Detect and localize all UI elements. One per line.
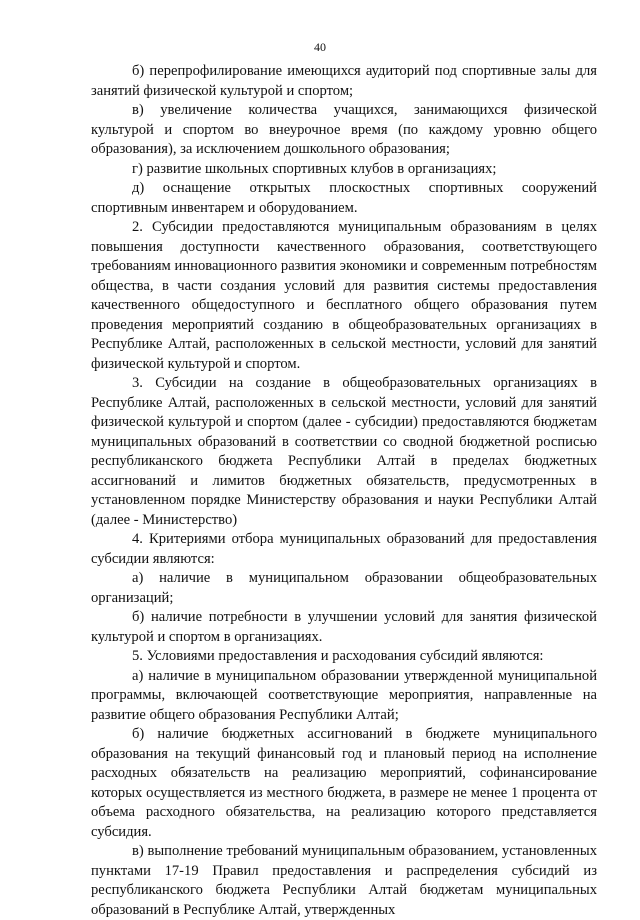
paragraph-criteria-b: б) наличие потребности в улучшении условий для занятия физической культурой и спортом в организациях. xyxy=(91,609,597,645)
paragraph-item-g-sports-clubs: г) развитие школьных спортивных клубов в организациях; xyxy=(132,160,497,177)
paragraph-criteria-a: а) наличие в муниципальном образовании общеобразовательных организаций; xyxy=(91,570,597,606)
paragraph-item-v-increase-students: в) увеличение количества учащихся, занимающихся физической культурой и спортом во внеурочное время (по каждому уровню общего образования), за исключением дошкольного образования; xyxy=(91,102,597,157)
paragraph-section-5: 5. Условиями предоставления и расходования субсидий являются: xyxy=(132,648,544,664)
paragraph-section-3: 3. Субсидии на создание в общеобразовательных организациях в Республике Алтай, расположенных в сельской местности, условий для занятий физической культурой и спортом (далее - субсидии) предоставляются бюджетам муниципальных образований в соответствии со сводной бюджетной росписью республиканского бюджета Республики Алтай в пределах бюджетных ассигнований и лимитов бюджетных обязательств, предусмотренных в установленном порядке Министерству образования и науки Республики Алтай (далее - Министерство) xyxy=(91,375,597,528)
paragraph-condition-a: а) наличие в муниципальном образовании утвержденной муниципальной программы, включающей соответствующие мероприятия, направленные на развитие общего образования Республики Алтай; xyxy=(91,667,597,723)
paragraph-item-b-reprofiling: б) перепрофилирование имеющихся аудиторий под спортивные залы для занятий физической культурой и спортом; xyxy=(91,63,597,99)
paragraph-item-d-equipment: д) оснащение открытых плоскостных спортивных сооружений спортивным инвентарем и оборудованием. xyxy=(91,180,597,216)
paragraph-section-4: 4. Критериями отбора муниципальных образований для предоставления субсидии являются: xyxy=(91,531,597,567)
paragraph-condition-b: б) наличие бюджетных ассигнований в бюджете муниципального образования на текущий финансовый год и плановый период на исполнение расходных обязательств на реализацию мероприятий, софинансирование которых осуществляется из местного бюджета, в размере не менее 1 процента от объема расходного обязательства, на реализацию которого представляется субсидия. xyxy=(91,726,597,840)
page-number: 40 xyxy=(314,40,326,54)
document-body xyxy=(91,62,597,920)
paragraph-section-2: 2. Субсидии предоставляются муниципальным образованиям в целях повышения доступности качественного образования, соответствующего требованиям инновационного развития экономики и современным потребностям общества, в части создания условий для развития системы предоставления качественного общедоступного и бесплатного общего образования путем проведения мероприятий созданию в общеобразовательных организациях в Республике Алтай, расположенных в сельской местности, условий для занятий физической культурой и спортом. xyxy=(91,219,597,372)
paragraph-condition-v: в) выполнение требований муниципальным образованием, установленных пунктами 17-19 Правил предоставления и распределения субсидий из республиканского бюджета Республики Алтай бюджетам муниципальных образований в Республике Алтай, утвержденных xyxy=(91,843,597,918)
